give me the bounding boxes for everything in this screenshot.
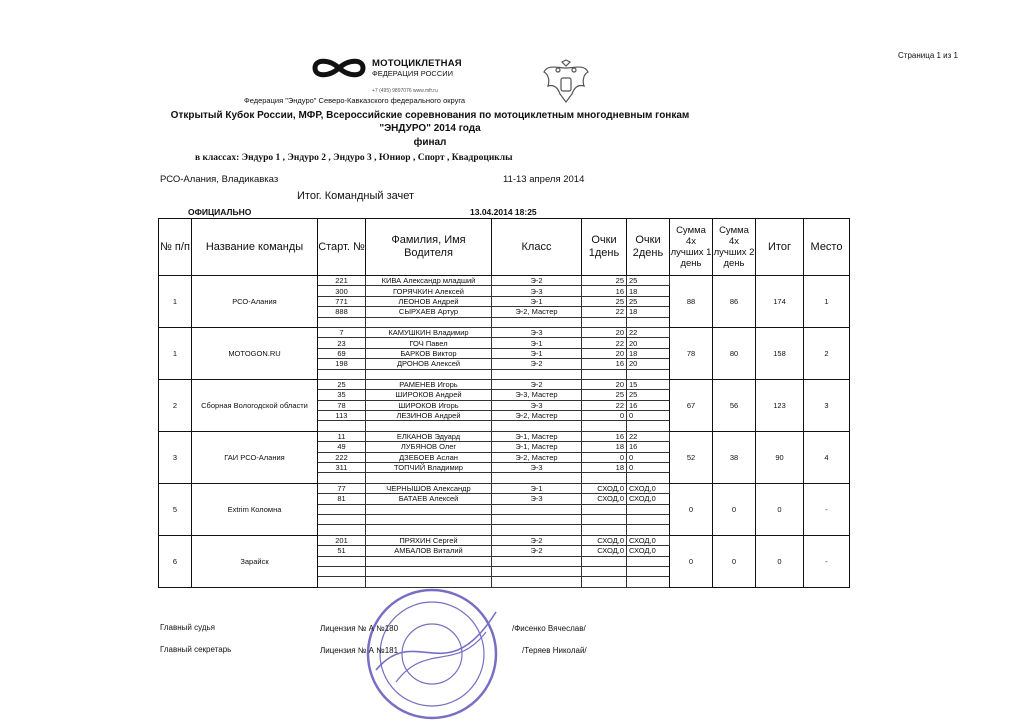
blank-cell [492, 525, 582, 535]
blank-cell [627, 525, 670, 535]
header-team: Название команды [192, 219, 318, 276]
table-row [159, 483, 850, 493]
driver-class: Э-2, Мастер [492, 411, 582, 421]
driver-class: Э-3 [492, 327, 582, 337]
points-day1: 16 [582, 431, 627, 441]
table-row [159, 327, 850, 337]
points-day2: 22 [627, 327, 670, 337]
driver-class: Э-2 [492, 546, 582, 556]
driver-class [492, 514, 582, 524]
team-name: ГАИ РСО-Алания [192, 431, 318, 483]
points-day2 [627, 504, 670, 514]
points-day2: 20 [627, 359, 670, 369]
sum-day2: 0 [713, 483, 756, 535]
points-day1: 22 [582, 400, 627, 410]
start-number: 300 [318, 286, 366, 296]
team-place: - [804, 535, 850, 587]
driver-name [366, 566, 492, 576]
points-day2: СХОД,0 [627, 546, 670, 556]
driver-name [366, 504, 492, 514]
header-pts1: Очки 1день [582, 219, 627, 276]
points-day1: 22 [582, 338, 627, 348]
team-place: 2 [804, 327, 850, 379]
points-day1: 25 [582, 390, 627, 400]
driver-class: Э-1 [492, 338, 582, 348]
driver-name: ЧЕРНЫШОВ Александр [366, 483, 492, 493]
points-day1: СХОД,0 [582, 535, 627, 545]
driver-class: Э-3 [492, 463, 582, 473]
blank-cell [318, 421, 366, 431]
points-day2: 16 [627, 400, 670, 410]
table-body [159, 276, 850, 588]
blank-cell [582, 317, 627, 327]
team-name: Сборная Вологодской области [192, 379, 318, 431]
driver-class: Э-1, Мастер [492, 431, 582, 441]
header-start: Старт. № [318, 219, 366, 276]
driver-name: АМБАЛОВ Виталий [366, 546, 492, 556]
driver-class: Э-2 [492, 276, 582, 286]
start-number: 771 [318, 296, 366, 306]
location: РСО-Алания, Владикавказ [160, 174, 279, 185]
points-day1: 16 [582, 286, 627, 296]
blank-cell [582, 473, 627, 483]
header-sum1: Сумма 4х лучших 1 день [670, 219, 713, 276]
team-number: 2 [159, 379, 192, 431]
driver-class: Э-2 [492, 379, 582, 389]
driver-class: Э-2 [492, 359, 582, 369]
points-day2: 16 [627, 442, 670, 452]
blank-cell [582, 369, 627, 379]
blank-cell [492, 317, 582, 327]
blank-cell [627, 317, 670, 327]
start-number: 51 [318, 546, 366, 556]
brand-contacts: +7 (495) 9897076 www.mfr.ru [372, 88, 438, 94]
team-total: 90 [756, 431, 804, 483]
points-day2: 0 [627, 452, 670, 462]
chief-judge-role: Главный судья [160, 623, 216, 632]
header-pts2: Очки 2день [627, 219, 670, 276]
points-day1: СХОД,0 [582, 546, 627, 556]
header-sum2: Сумма 4х лучших 2 день [713, 219, 756, 276]
team-name: РСО-Алания [192, 276, 318, 328]
blank-cell [627, 369, 670, 379]
team-total: 174 [756, 276, 804, 328]
chief-secretary-name: /Теряев Николай/ [522, 646, 587, 655]
blank-cell [627, 473, 670, 483]
team-name: MOTOGON.RU [192, 327, 318, 379]
driver-name: ДЗЕБОЕВ Аслан [366, 452, 492, 462]
blank-cell [492, 421, 582, 431]
start-number: 77 [318, 483, 366, 493]
sum-day1: 78 [670, 327, 713, 379]
blank-cell [627, 577, 670, 587]
start-number: 221 [318, 276, 366, 286]
timestamp: 13.04.2014 18:25 [470, 207, 537, 217]
points-day2: 22 [627, 431, 670, 441]
sum-day2: 86 [713, 276, 756, 328]
blank-cell [582, 577, 627, 587]
start-number: 11 [318, 431, 366, 441]
page-number: Страница 1 из 1 [898, 51, 958, 60]
driver-class: Э-2, Мастер [492, 307, 582, 317]
chief-secretary-license: Лицензия № А №181 [320, 646, 399, 655]
driver-class [492, 504, 582, 514]
points-day2: СХОД,0 [627, 494, 670, 504]
team-total: 123 [756, 379, 804, 431]
points-day1: 20 [582, 327, 627, 337]
driver-name [366, 556, 492, 566]
start-number: 888 [318, 307, 366, 317]
blank-cell [582, 525, 627, 535]
points-day2: 18 [627, 348, 670, 358]
points-day1: 25 [582, 296, 627, 306]
points-day2: 18 [627, 286, 670, 296]
driver-class: Э-1, Мастер [492, 442, 582, 452]
results-subtitle: Итог. Командный зачет [297, 190, 415, 202]
driver-class: Э-1 [492, 348, 582, 358]
team-number: 3 [159, 431, 192, 483]
points-day2: 25 [627, 296, 670, 306]
start-number: 222 [318, 452, 366, 462]
chief-judge-license: Лицензия № А №180 [320, 624, 399, 633]
points-day1 [582, 566, 627, 576]
points-day1: СХОД,0 [582, 483, 627, 493]
start-number: 35 [318, 390, 366, 400]
start-number: 25 [318, 379, 366, 389]
driver-name: ДРОНОВ Алексей [366, 359, 492, 369]
sum-day1: 67 [670, 379, 713, 431]
sum-day1: 88 [670, 276, 713, 328]
points-day2: 0 [627, 463, 670, 473]
start-number: 23 [318, 338, 366, 348]
federation-line: Федерация "Эндуро" Северо-Кавказского федерального округа [244, 96, 466, 105]
start-number [318, 556, 366, 566]
chief-secretary-role: Главный секретарь [160, 645, 232, 654]
points-day2 [627, 566, 670, 576]
team-place: 1 [804, 276, 850, 328]
event-dates: 11-13 апреля 2014 [503, 174, 585, 185]
sum-day2: 56 [713, 379, 756, 431]
sum-day1: 0 [670, 535, 713, 587]
table-row [159, 379, 850, 389]
start-number: 7 [318, 327, 366, 337]
chief-judge-name: /Фисенко Вячеслав/ [512, 624, 586, 633]
table-header-row [159, 219, 850, 276]
driver-name: ШИРОКОВ Андрей [366, 390, 492, 400]
driver-class: Э-3, Мастер [492, 390, 582, 400]
team-number: 5 [159, 483, 192, 535]
document-title: Открытый Кубок России, МФР, Всероссийские соревнования по мотоциклетным многодневным гонкам "ЭНДУРО" 2014 года [170, 110, 690, 134]
start-number: 49 [318, 442, 366, 452]
points-day1 [582, 514, 627, 524]
driver-name: ЛЕЗИНОВ Андрей [366, 411, 492, 421]
blank-cell [318, 369, 366, 379]
blank-cell [366, 369, 492, 379]
points-day1: 25 [582, 276, 627, 286]
stage-label: финал [413, 137, 447, 148]
driver-name: ЛУБЯНОВ Олег [366, 442, 492, 452]
start-number [318, 566, 366, 576]
points-day1 [582, 556, 627, 566]
driver-name: СЫРХАЕВ Артур [366, 307, 492, 317]
blank-cell [627, 421, 670, 431]
driver-name: ПРЯХИН Сергей [366, 535, 492, 545]
blank-cell [318, 473, 366, 483]
driver-class: Э-3 [492, 400, 582, 410]
points-day2 [627, 556, 670, 566]
points-day2 [627, 514, 670, 524]
driver-name: ГОРЯЧКИН Алексей [366, 286, 492, 296]
blank-cell [582, 421, 627, 431]
driver-class: Э-1 [492, 296, 582, 306]
coat-of-arms-icon [540, 58, 592, 108]
start-number: 78 [318, 400, 366, 410]
points-day1: 20 [582, 348, 627, 358]
team-total: 158 [756, 327, 804, 379]
blank-cell [492, 473, 582, 483]
driver-class: Э-3 [492, 494, 582, 504]
points-day2: 18 [627, 307, 670, 317]
driver-name: БАТАЕВ Алексей [366, 494, 492, 504]
points-day1: 0 [582, 452, 627, 462]
header-driver: Фамилия, Имя Водителя [366, 219, 492, 276]
driver-name: КАМУШКИН Владимир [366, 327, 492, 337]
team-place: 4 [804, 431, 850, 483]
header-num: № п/п [159, 219, 192, 276]
team-name: Зарайск [192, 535, 318, 587]
team-total: 0 [756, 483, 804, 535]
header-place: Место [804, 219, 850, 276]
points-day2: 0 [627, 411, 670, 421]
driver-class: Э-2 [492, 535, 582, 545]
points-day2: 20 [627, 338, 670, 348]
driver-name: ЛЕОНОВ Андрей [366, 296, 492, 306]
blank-cell [366, 525, 492, 535]
driver-name: ГОЧ Павел [366, 338, 492, 348]
driver-name [366, 514, 492, 524]
points-day2: СХОД,0 [627, 483, 670, 493]
table-row [159, 276, 850, 286]
start-number: 311 [318, 463, 366, 473]
blank-cell [318, 525, 366, 535]
driver-name: ШИРОКОВ Игорь [366, 400, 492, 410]
results-table [158, 218, 850, 588]
points-day1: СХОД,0 [582, 494, 627, 504]
team-number: 1 [159, 276, 192, 328]
sum-day2: 0 [713, 535, 756, 587]
points-day2: 15 [627, 379, 670, 389]
start-number [318, 514, 366, 524]
points-day2: 25 [627, 390, 670, 400]
brand-subname: ФЕДЕРАЦИЯ РОССИИ [372, 69, 454, 78]
points-day1 [582, 504, 627, 514]
driver-class: Э-1 [492, 483, 582, 493]
blank-cell [366, 473, 492, 483]
points-day1: 0 [582, 411, 627, 421]
driver-name: КИВА Александр младший [366, 276, 492, 286]
driver-name: БАРКОВ Виктор [366, 348, 492, 358]
brand-name: МОТОЦИКЛЕТНАЯ [372, 58, 462, 69]
team-total: 0 [756, 535, 804, 587]
team-number: 1 [159, 327, 192, 379]
sum-day1: 52 [670, 431, 713, 483]
start-number: 113 [318, 411, 366, 421]
driver-class [492, 566, 582, 576]
driver-name: ЕЛКАНОВ Эдуард [366, 431, 492, 441]
start-number: 198 [318, 359, 366, 369]
blank-cell [366, 421, 492, 431]
points-day2: СХОД,0 [627, 535, 670, 545]
team-place: 3 [804, 379, 850, 431]
table-row [159, 431, 850, 441]
official-label: ОФИЦИАЛЬНО [188, 207, 252, 217]
start-number: 81 [318, 494, 366, 504]
blank-cell [318, 317, 366, 327]
sum-day2: 38 [713, 431, 756, 483]
start-number [318, 504, 366, 514]
points-day1: 18 [582, 463, 627, 473]
table-row [159, 535, 850, 545]
driver-name: ТОПЧИЙ Владимир [366, 463, 492, 473]
team-place: - [804, 483, 850, 535]
classes-line: в классах: Эндуро 1 , Эндуро 2 , Эндуро 3 , Юниор , Спорт , Квадроциклы [195, 153, 513, 163]
sum-day1: 0 [670, 483, 713, 535]
team-number: 6 [159, 535, 192, 587]
header-total: Итог [756, 219, 804, 276]
points-day2: 25 [627, 276, 670, 286]
blank-cell [492, 369, 582, 379]
driver-class: Э-2, Мастер [492, 452, 582, 462]
start-number: 201 [318, 535, 366, 545]
team-name: Extrim Коломна [192, 483, 318, 535]
blank-cell [366, 317, 492, 327]
sum-day2: 80 [713, 327, 756, 379]
driver-class [492, 556, 582, 566]
points-day1: 16 [582, 359, 627, 369]
driver-class: Э-3 [492, 286, 582, 296]
points-day1: 22 [582, 307, 627, 317]
points-day1: 20 [582, 379, 627, 389]
mfr-logo-icon [309, 55, 369, 81]
header-class: Класс [492, 219, 582, 276]
start-number: 69 [318, 348, 366, 358]
points-day1: 18 [582, 442, 627, 452]
driver-name: РАМЕНЕВ Игорь [366, 379, 492, 389]
